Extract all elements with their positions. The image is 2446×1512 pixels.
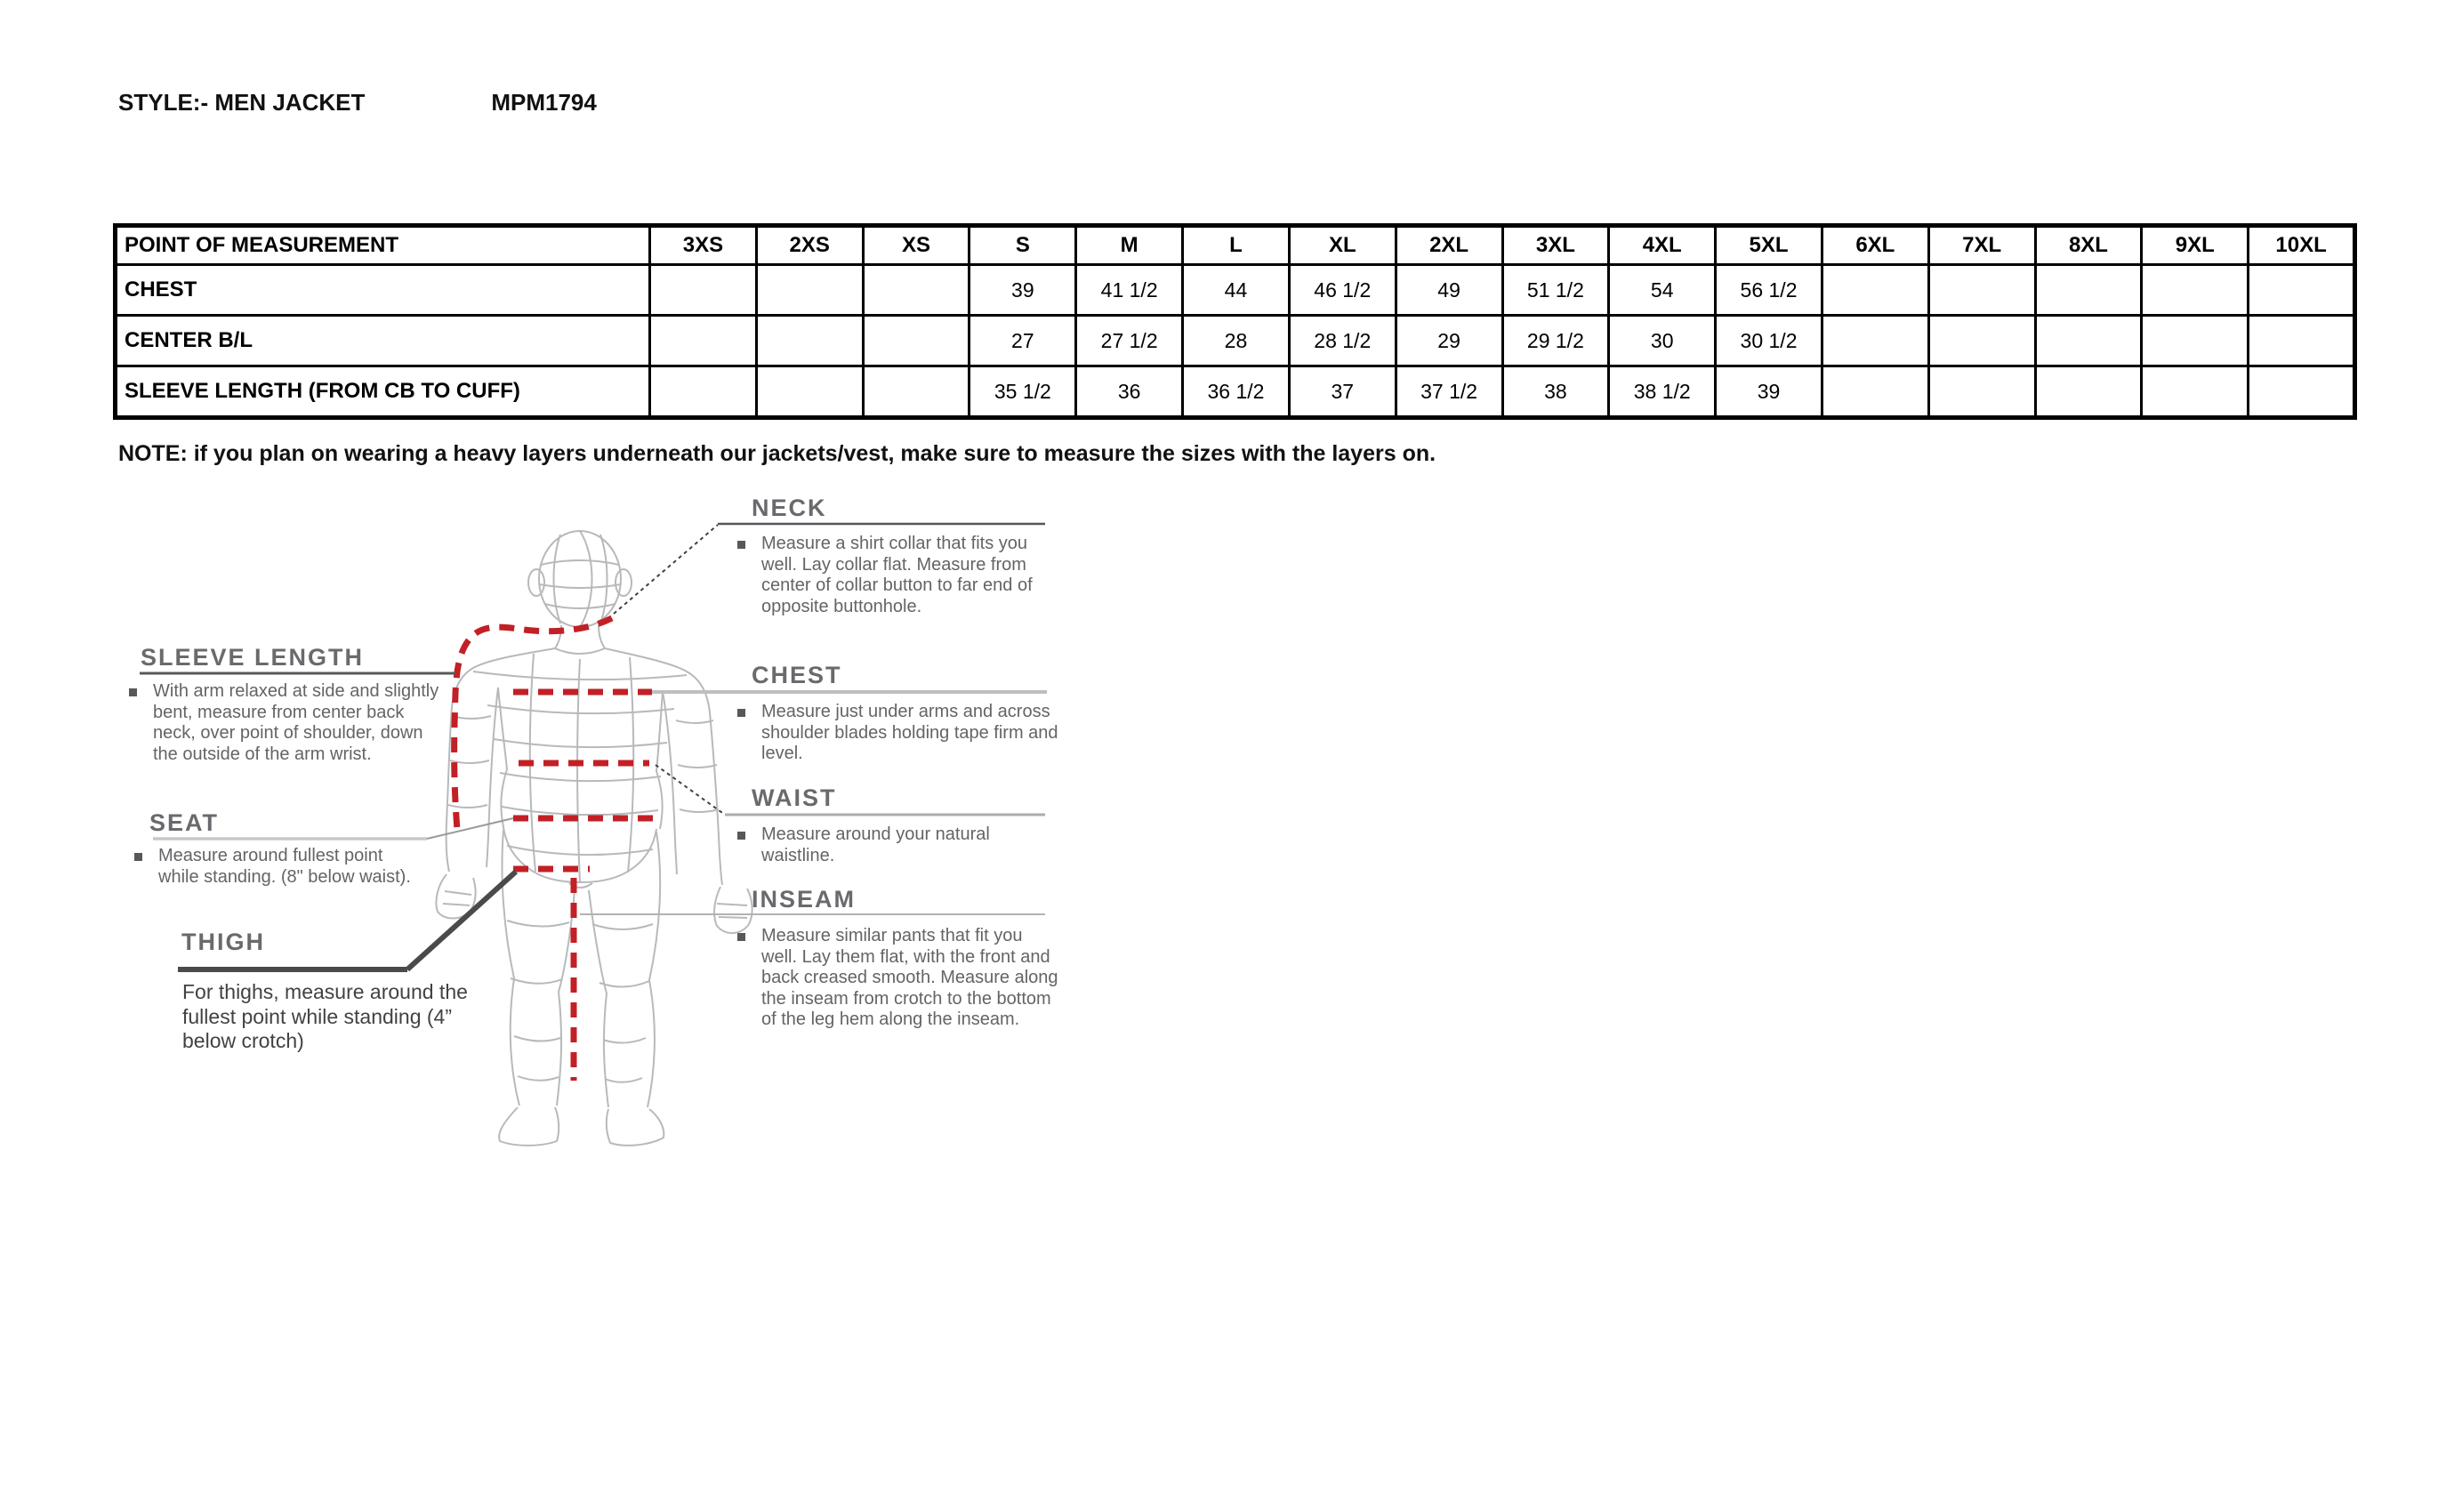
measurement-cell: 39 (1716, 366, 1822, 418)
col-header-size: 10XL (2249, 226, 2355, 265)
measurement-cell (1928, 366, 2035, 418)
label-seat (149, 809, 219, 837)
page-title (118, 89, 597, 117)
measurement-cell (863, 316, 970, 366)
neck-title: NECK (752, 495, 827, 521)
sleeve-measure-line (455, 618, 612, 830)
thigh-title: THIGH (181, 929, 265, 955)
measurement-cell (1928, 265, 2035, 316)
measurement-cell (2249, 316, 2355, 366)
measurement-cell (2035, 366, 2142, 418)
measurement-cell (1822, 316, 1928, 366)
bullet-icon (737, 933, 745, 941)
inseam-title: INSEAM (752, 886, 857, 913)
measurement-cell: 56 1/2 (1716, 265, 1822, 316)
measurement-cell: 29 (1396, 316, 1502, 366)
measurement-cell (863, 265, 970, 316)
measurement-cell (1822, 265, 1928, 316)
col-header-size: 2XS (756, 226, 863, 265)
measurement-cell: 51 1/2 (1502, 265, 1609, 316)
measurement-cell (2249, 265, 2355, 316)
neck-description: Measure a shirt collar that fits you well. Lay collar flat. Measure from center of collar button to far end of opposite buttonhole. (761, 534, 1055, 617)
col-header-size: 7XL (1928, 226, 2035, 265)
waist-description: Measure around your natural waistline. (761, 824, 1028, 866)
table-header-row (116, 226, 2355, 265)
table-row (116, 316, 2355, 366)
bullet-icon (134, 853, 142, 861)
table-row (116, 265, 2355, 316)
measurement-cell: 49 (1396, 265, 1502, 316)
measurement-cell (2035, 316, 2142, 366)
measurement-cell: 38 1/2 (1609, 366, 1716, 418)
measurement-cell (756, 366, 863, 418)
chest-title: CHEST (752, 662, 842, 688)
measurement-cell (1822, 366, 1928, 418)
row-label: CENTER B/L (116, 316, 650, 366)
measurement-cell: 29 1/2 (1502, 316, 1609, 366)
measurement-cell (756, 265, 863, 316)
measurement-cell: 44 (1183, 265, 1290, 316)
col-header-size: XS (863, 226, 970, 265)
seat-leader-line (427, 818, 513, 839)
thigh-description: For thighs, measure around the fullest point while standing (4” below crotch) (182, 980, 468, 1052)
col-header-point-of-measurement: POINT OF MEASUREMENT (116, 226, 650, 265)
measurement-cell: 27 (970, 316, 1076, 366)
seat-description: Measure around fullest point while standing. (8" below waist). (158, 846, 416, 888)
measurement-cell (1928, 316, 2035, 366)
waist-title: WAIST (752, 784, 837, 811)
measurement-cell (2142, 366, 2249, 418)
measurement-cell: 37 1/2 (1396, 366, 1502, 418)
bullet-icon (129, 688, 137, 696)
measurement-cell: 36 1/2 (1183, 366, 1290, 418)
measurement-cell: 41 1/2 (1076, 265, 1183, 316)
measurement-cell: 30 (1609, 316, 1716, 366)
measurement-cell: 38 (1502, 366, 1609, 418)
measurement-cell (650, 265, 757, 316)
row-label: SLEEVE LENGTH (FROM CB TO CUFF) (116, 366, 650, 418)
bullet-icon (737, 709, 745, 717)
size-table-body (116, 265, 2355, 418)
col-header-size: 5XL (1716, 226, 1822, 265)
measurement-cell: 54 (1609, 265, 1716, 316)
style-label: STYLE:- MEN JACKET (118, 89, 366, 116)
measurement-cell: 46 1/2 (1289, 265, 1396, 316)
measurement-cell (650, 316, 757, 366)
measurement-cell (650, 366, 757, 418)
label-waist (752, 784, 837, 812)
label-inseam (752, 886, 856, 913)
sleeve-length-title: SLEEVE LENGTH (141, 644, 365, 671)
thigh-leader-line (407, 872, 516, 969)
col-header-size: L (1183, 226, 1290, 265)
table-row (116, 366, 2355, 418)
measurement-cell (756, 316, 863, 366)
sleeve-length-description: With arm relaxed at side and slightly bent, measure from center back neck, over point of shoulder, down the outside of the arm wrist. (153, 681, 439, 765)
col-header-size: 2XL (1396, 226, 1502, 265)
measurement-cell (2142, 316, 2249, 366)
measurement-cell: 28 (1183, 316, 1290, 366)
col-header-size: S (970, 226, 1076, 265)
col-header-size: XL (1289, 226, 1396, 265)
measurement-cell: 27 1/2 (1076, 316, 1183, 366)
label-sleeve-length (141, 644, 364, 672)
measurement-cell (2035, 265, 2142, 316)
bullet-icon (737, 832, 745, 840)
col-header-size: 3XS (650, 226, 757, 265)
row-label: CHEST (116, 265, 650, 316)
measurement-cell (863, 366, 970, 418)
size-table (113, 223, 2357, 420)
col-header-size: 9XL (2142, 226, 2249, 265)
measurement-cell: 37 (1289, 366, 1396, 418)
measurement-cell: 28 1/2 (1289, 316, 1396, 366)
measurement-cell: 35 1/2 (970, 366, 1076, 418)
measurement-cell: 36 (1076, 366, 1183, 418)
measurement-cell: 30 1/2 (1716, 316, 1822, 366)
label-chest (752, 662, 842, 689)
col-header-size: 6XL (1822, 226, 1928, 265)
col-header-size: 4XL (1609, 226, 1716, 265)
col-header-size: 3XL (1502, 226, 1609, 265)
col-header-size: 8XL (2035, 226, 2142, 265)
style-code: MPM1794 (491, 89, 597, 116)
col-header-size: M (1076, 226, 1183, 265)
measurement-cell (2249, 366, 2355, 418)
label-thigh (181, 929, 265, 956)
chest-description: Measure just under arms and across shoulder blades holding tape firm and level. (761, 702, 1064, 765)
label-neck (752, 495, 827, 522)
measurement-cell (2142, 265, 2249, 316)
size-table-head (116, 226, 2355, 265)
seat-title: SEAT (149, 809, 220, 836)
measurement-cell: 39 (970, 265, 1076, 316)
inseam-description: Measure similar pants that fit you well. Lay them flat, with the front and back creased smooth. Measure along the inseam from crotch to the bottom of the leg hem along the inseam. (761, 926, 1059, 1031)
bullet-icon (737, 541, 745, 549)
note-text: NOTE: if you plan on wearing a heavy layers underneath our jackets/vest, make sure to measure the sizes with the layers on. (118, 441, 1436, 466)
neck-leader-line (614, 525, 718, 614)
